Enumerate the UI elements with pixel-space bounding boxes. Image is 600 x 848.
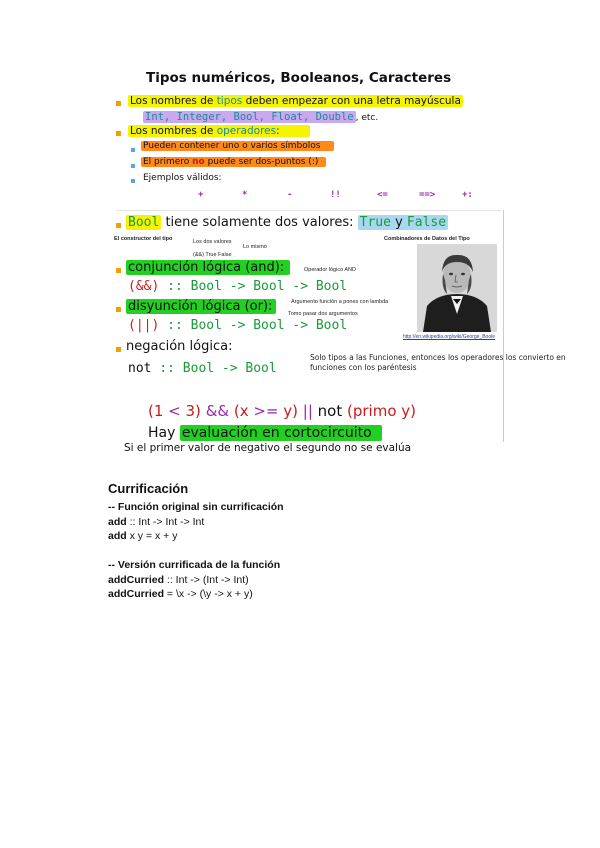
b1-word: tipos xyxy=(216,95,243,107)
sub2-no: no xyxy=(192,157,205,167)
op-example: <= xyxy=(377,190,388,200)
expr-part: (x xyxy=(233,402,249,420)
hay-pre: Hay xyxy=(148,425,180,441)
op-example: - xyxy=(287,190,293,200)
blank-line xyxy=(108,544,284,559)
op-example: ==> xyxy=(419,190,436,200)
note-values: Los dos valores xyxy=(193,239,232,245)
sub-bullet-icon xyxy=(131,179,135,183)
b2-pre: Los nombres de xyxy=(130,125,217,137)
or-op: (||) xyxy=(128,318,160,333)
portrait-drawing xyxy=(417,244,497,332)
b1-post: deben empezar con una letra mayúscula xyxy=(242,95,461,107)
bullet-icon xyxy=(116,307,121,312)
b2-post: : xyxy=(276,125,280,137)
comment-curried: -- Versión currificada de la función xyxy=(108,559,281,571)
sub-bullet-icon xyxy=(131,164,135,168)
and-signature xyxy=(128,279,347,294)
note-combinators: Combinadores de Datos del Tipo xyxy=(384,236,470,242)
not-sig-rest: :: Bool -> Bool xyxy=(151,361,277,376)
sub2-post: puede ser dos-puntos (:) xyxy=(204,157,319,167)
or-note-1: Argumento función a pones con lambda xyxy=(291,299,389,305)
code-rest: = \x -> (\y -> x + y) xyxy=(164,588,253,600)
bullet-icon xyxy=(116,223,121,228)
comment-original: -- Función original sin currificación xyxy=(108,501,284,513)
code-rest: :: Int -> Int -> Int xyxy=(126,515,205,528)
bullet-types-rule xyxy=(128,95,463,107)
bool-type: Bool xyxy=(128,215,160,230)
sub-bullet-colon xyxy=(141,157,326,167)
or-label-text: disyunción lógica (or): xyxy=(126,299,276,314)
or-note-2: Tomo pasar dos argumentos xyxy=(288,311,358,317)
section-heading: Currificación xyxy=(108,481,189,496)
fn-name: add xyxy=(108,530,127,542)
slide-title: Tipos numéricos, Booleanos, Caracteres xyxy=(146,70,452,86)
type-etc: , etc. xyxy=(355,113,379,123)
not-op: not xyxy=(128,361,152,376)
bullet-operators-rule xyxy=(128,125,310,137)
slide-right-border xyxy=(503,210,504,442)
type-names xyxy=(143,111,378,123)
sub-bullet-examples: Ejemplos válidos: xyxy=(143,173,222,183)
boole-portrait xyxy=(417,244,497,332)
note-same: Lo mismo xyxy=(243,244,267,250)
or-signature xyxy=(128,318,347,333)
and-label-text: conjunción lógica (and): xyxy=(126,260,290,275)
not-label: negación lógica: xyxy=(126,339,233,354)
op-example: !! xyxy=(330,190,341,200)
or-sig-rest: :: Bool -> Bool -> Bool xyxy=(159,318,348,333)
short-circuit-line xyxy=(148,425,382,441)
short-circuit-note: Si el primer valor de negativo el segundo no se evalúa xyxy=(124,442,412,454)
fn-name: add xyxy=(108,515,127,528)
expr-part: not xyxy=(317,402,348,420)
op-example: + xyxy=(198,190,204,200)
and-label xyxy=(126,260,290,275)
expr-part: (1 xyxy=(148,402,164,420)
y-word: y xyxy=(390,215,407,230)
expr-part: y) xyxy=(283,402,299,420)
fn-name: addCurried xyxy=(108,588,165,600)
example-expression xyxy=(148,402,416,420)
short-circuit-term: evaluación en cortocircuito xyxy=(180,425,382,441)
b1-pre: Los nombres de xyxy=(130,95,217,107)
and-note: Operador lógico AND xyxy=(304,267,356,273)
bool-mid: tiene solamente dos valores: xyxy=(161,215,358,230)
fn-name: addCurried xyxy=(108,573,165,586)
expr-part: >= xyxy=(248,402,284,420)
sub-bullet-symbols xyxy=(141,141,334,151)
side-note: Solo tipos a las Funciones, entonces los operadores los convierto en funciones con los paréntesis xyxy=(310,353,566,372)
not-signature xyxy=(128,361,277,376)
true-value: True xyxy=(359,215,391,230)
b2-word: operadores xyxy=(216,125,277,137)
expr-part: && xyxy=(200,402,234,420)
sub1-text: Pueden contener uno o varios símbolos xyxy=(141,141,334,151)
code-rest: :: Int -> (Int -> Int) xyxy=(164,573,249,586)
note-constructor: El constructor del tipo xyxy=(114,236,173,242)
bullet-icon xyxy=(116,347,121,352)
type-list: Int, Integer, Bool, Float, Double xyxy=(145,111,354,123)
bullet-icon xyxy=(116,131,121,136)
expr-part: < xyxy=(163,402,186,420)
or-label xyxy=(126,299,276,314)
note-and-example: (&&) True False xyxy=(193,252,232,258)
sub-bullet-icon xyxy=(131,148,135,152)
code-line xyxy=(108,587,284,602)
op-example: +: xyxy=(462,190,473,200)
and-op: (&&) xyxy=(128,279,160,294)
code-line xyxy=(108,529,284,544)
code-line xyxy=(108,515,284,530)
expr-part: (primo y) xyxy=(347,402,417,420)
op-example: * xyxy=(242,190,248,200)
code-block xyxy=(108,500,284,602)
bullet-icon xyxy=(116,268,121,273)
and-sig-rest: :: Bool -> Bool -> Bool xyxy=(159,279,348,294)
false-value: False xyxy=(406,215,447,230)
bool-values-line xyxy=(126,215,448,230)
code-line xyxy=(108,573,284,588)
expr-part: 3) xyxy=(185,402,201,420)
portrait-link[interactable]: http://en.wikipedia.org/wiki/George_Boole xyxy=(403,334,495,340)
bullet-icon xyxy=(116,101,121,106)
sub2-pre: El primero xyxy=(143,157,193,167)
code-rest: x y = x + y xyxy=(126,530,178,542)
expr-part: || xyxy=(298,402,318,420)
slide-divider xyxy=(116,210,501,211)
